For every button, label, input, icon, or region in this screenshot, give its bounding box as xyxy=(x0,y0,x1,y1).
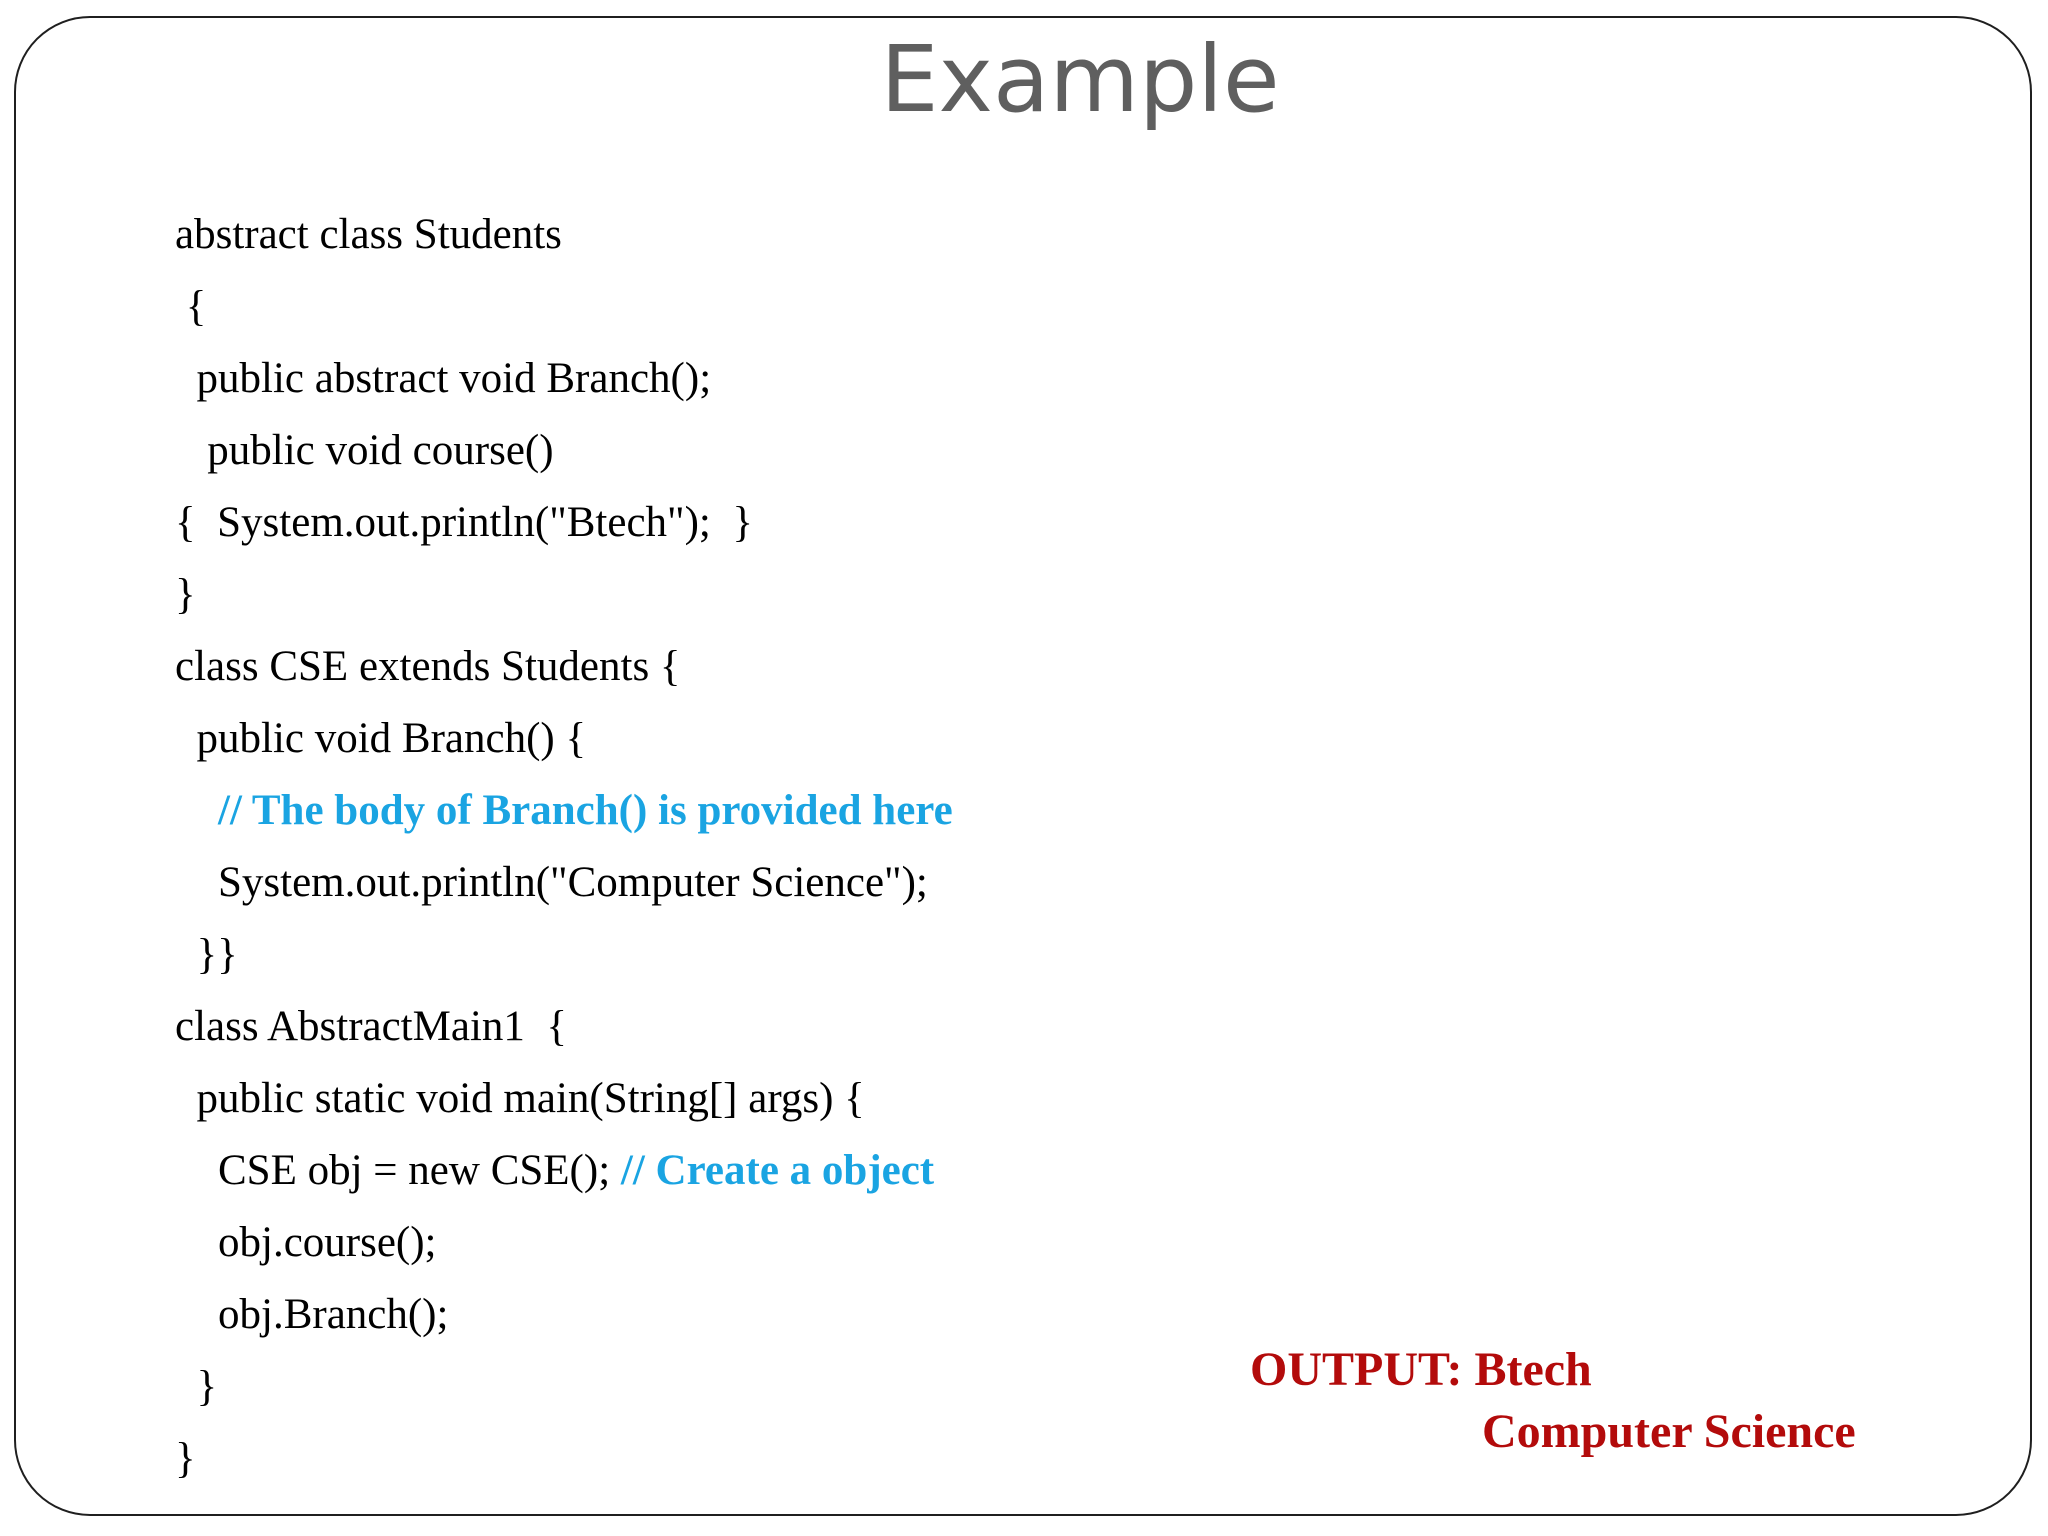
code-line xyxy=(175,1069,865,1129)
code-line xyxy=(175,349,711,409)
code-text: public void Branch() { xyxy=(175,715,587,762)
code-line xyxy=(175,853,928,913)
code-text: abstract class Students xyxy=(175,211,562,258)
code-text: CSE obj = new CSE(); xyxy=(175,1147,621,1194)
code-line xyxy=(175,709,586,769)
code-text: } xyxy=(175,1435,196,1482)
code-line xyxy=(175,1429,196,1489)
code-line xyxy=(175,781,953,841)
code-text: class CSE extends Students { xyxy=(175,643,681,690)
code-text: public void course() xyxy=(175,427,554,474)
code-text: System.out.println("Computer Science"); xyxy=(175,859,928,906)
code-line xyxy=(175,493,753,553)
code-line xyxy=(175,1285,448,1345)
output-second-line: Computer Science xyxy=(1482,1405,1856,1458)
code-line xyxy=(175,997,567,1057)
output-label-line: OUTPUT: Btech xyxy=(1250,1343,1592,1396)
code-text xyxy=(175,787,218,834)
code-line xyxy=(175,205,562,265)
code-text: obj.Branch(); xyxy=(175,1291,449,1338)
code-text: class AbstractMain1 { xyxy=(175,1003,568,1050)
code-line xyxy=(175,277,206,337)
code-text: }} xyxy=(175,931,238,978)
code-text: obj.course(); xyxy=(175,1219,437,1266)
code-text: } xyxy=(175,1363,218,1410)
code-text: { System.out.println("Btech"); } xyxy=(175,499,754,546)
code-text: { xyxy=(175,283,207,330)
code-text: public static void main(String[] args) { xyxy=(175,1075,865,1122)
code-line xyxy=(175,421,554,481)
code-line xyxy=(175,1141,934,1201)
code-line xyxy=(175,1213,437,1273)
code-text: } xyxy=(175,571,196,618)
code-comment: // Create a object xyxy=(620,1147,935,1194)
code-line xyxy=(175,925,238,985)
code-line xyxy=(175,565,196,625)
code-line xyxy=(175,637,681,697)
code-line xyxy=(175,1357,217,1417)
slide-title: Example xyxy=(880,26,1280,133)
code-comment: // The body of Branch() is provided here xyxy=(218,787,953,834)
code-text: public abstract void Branch(); xyxy=(175,355,712,402)
